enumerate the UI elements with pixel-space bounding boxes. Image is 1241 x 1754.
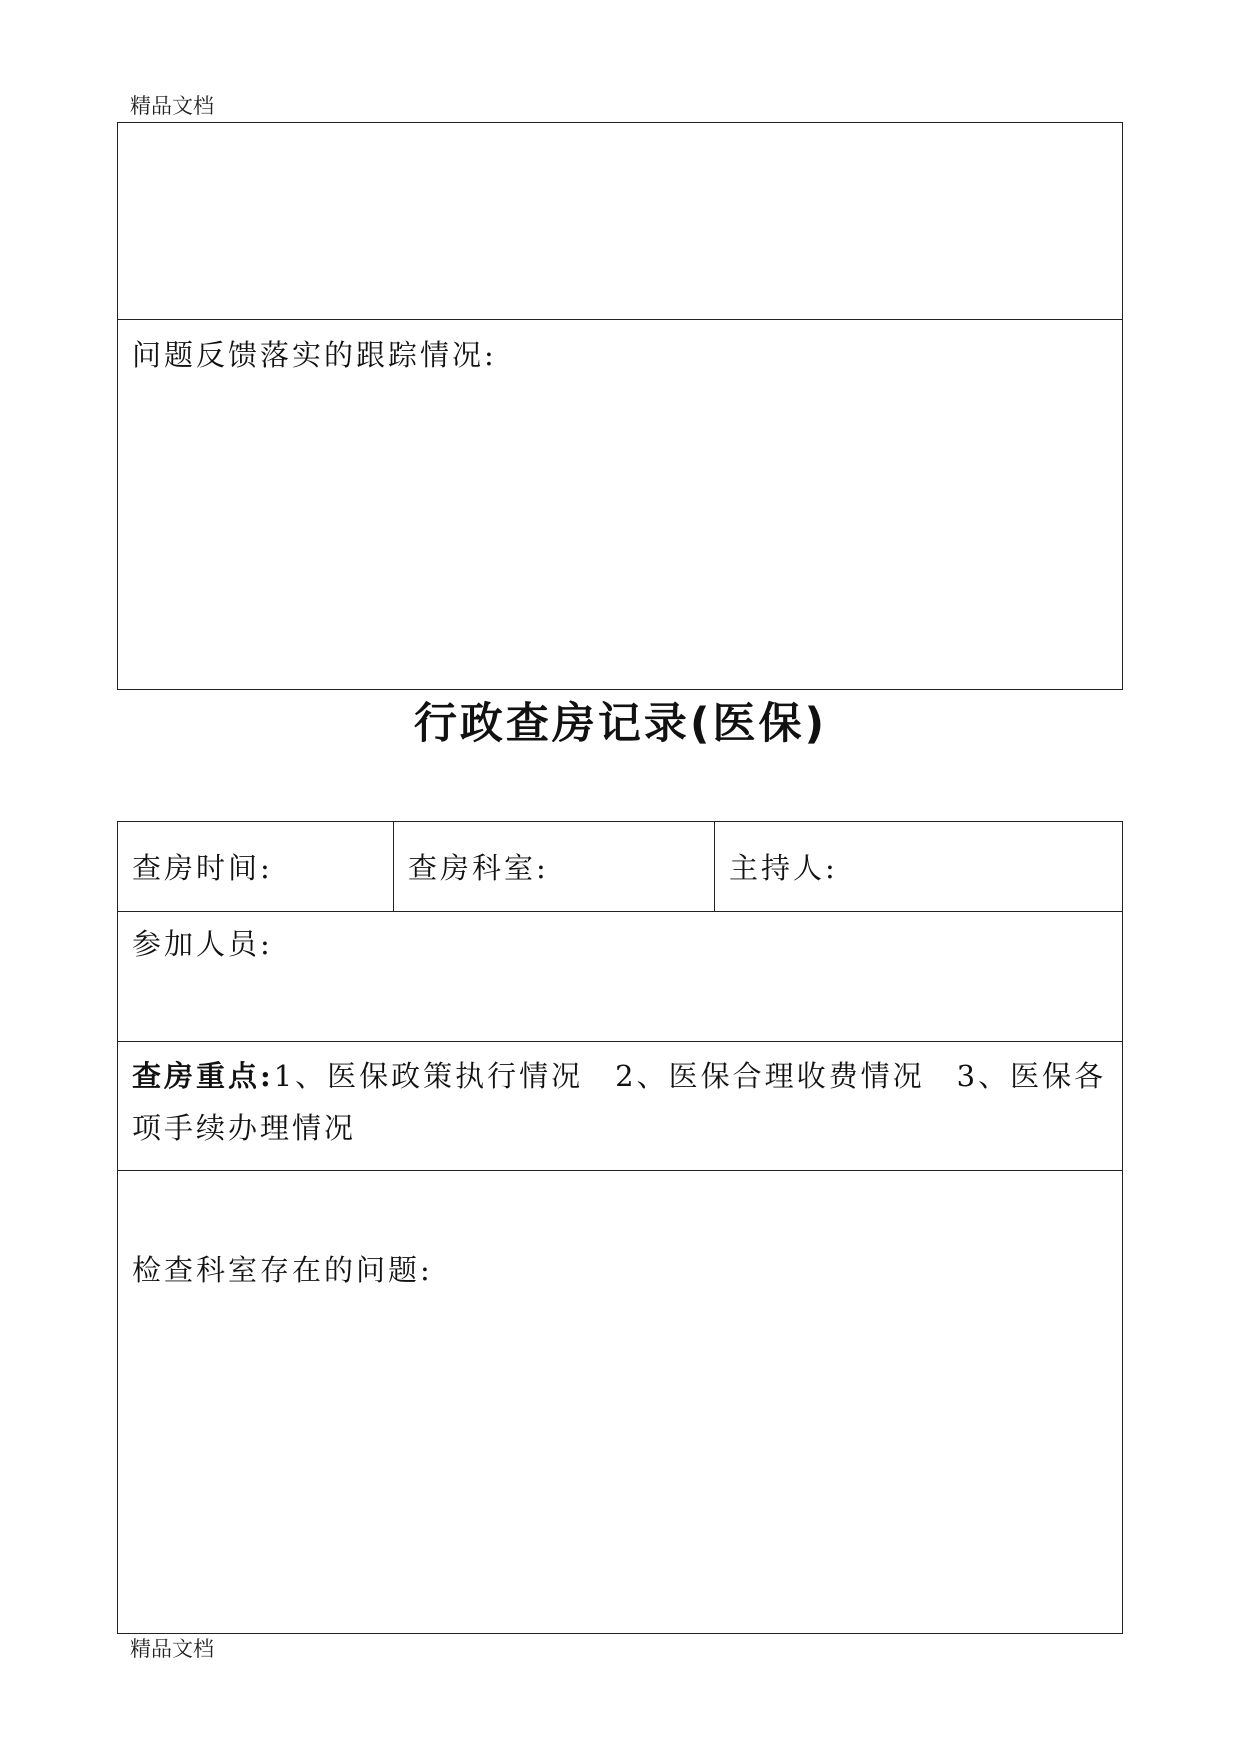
row-divider xyxy=(118,1170,1122,1171)
focus-text: 1、医保政策执行情况 2、医保合理收费情况 3、医保各项手续办理情况 xyxy=(132,1059,1107,1145)
issues-field[interactable] xyxy=(132,1246,1102,1294)
top-table xyxy=(117,122,1123,690)
participants-label: 参加人员: xyxy=(132,927,273,961)
host-field[interactable] xyxy=(729,844,1109,892)
row-divider xyxy=(118,319,1122,320)
ward-round-form xyxy=(117,821,1123,1634)
col-divider xyxy=(393,822,394,911)
page-title: 行政查房记录(医保) xyxy=(413,699,828,749)
participants-field[interactable] xyxy=(132,920,1102,968)
header-watermark: 精品文档 xyxy=(130,94,214,118)
host-label: 主持人: xyxy=(729,851,838,885)
col-divider xyxy=(714,822,715,911)
time-label: 查房时间: xyxy=(132,851,273,885)
followup-label: 问题反馈落实的跟踪情况: xyxy=(132,338,497,372)
footer-watermark: 精品文档 xyxy=(130,1637,214,1661)
time-field[interactable] xyxy=(132,844,392,892)
row-divider xyxy=(118,911,1122,912)
followup-field[interactable] xyxy=(132,331,1102,379)
issues-label: 检查科室存在的问题: xyxy=(132,1253,433,1287)
dept-field[interactable] xyxy=(408,844,708,892)
row-divider xyxy=(118,1041,1122,1042)
focus-field xyxy=(132,1050,1117,1154)
dept-label: 查房科室: xyxy=(408,851,549,885)
focus-label: 查房重点: xyxy=(132,1059,274,1093)
